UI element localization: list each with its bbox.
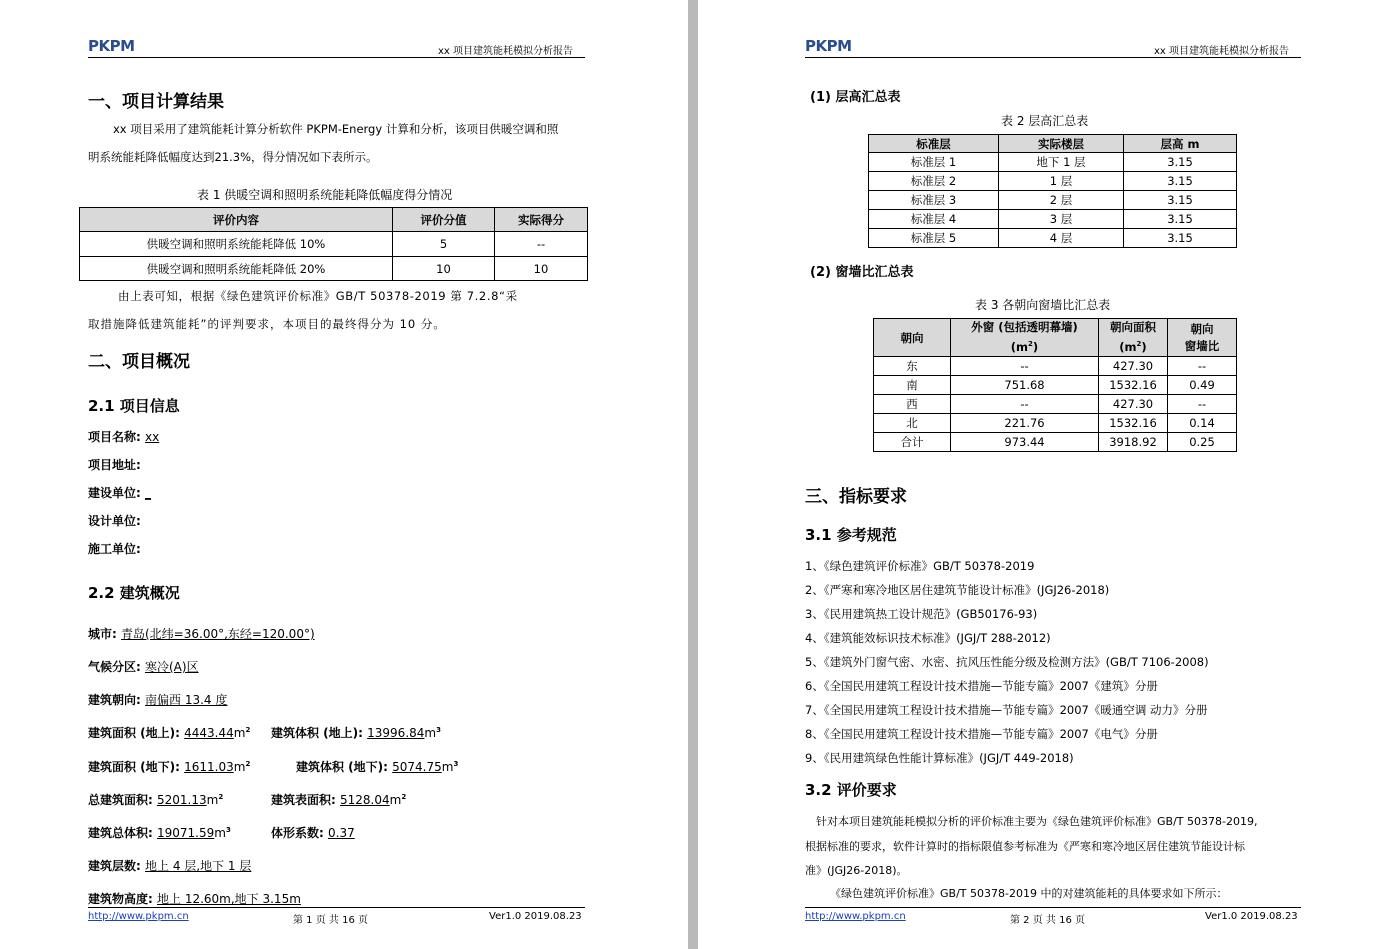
cell: 合计	[874, 433, 951, 452]
th-window	[951, 319, 1099, 357]
cell: --	[951, 357, 1099, 376]
header-rule	[805, 57, 1301, 58]
th-orientation: 朝向	[874, 319, 951, 357]
table-3-caption: 表 3 各朝向窗墙比汇总表	[975, 298, 1111, 312]
pkpm-logo: PKPM	[88, 37, 135, 55]
total-area-label: 总建筑面积:	[88, 793, 153, 807]
th-eval-score: 评价分值	[393, 208, 495, 232]
vol-below-label: 建筑体积 (地下):	[296, 760, 388, 774]
footer-url-link[interactable]: http://www.pkpm.cn	[805, 911, 906, 922]
vol-below-value: 5074.75	[392, 760, 442, 774]
unit-open: (m	[1119, 339, 1137, 354]
project-name-row	[88, 428, 159, 445]
section-1-para-line1: xx 项目采用了建筑能耗计算分析软件 PKPM-Energy 计算和分析，该项目供暖空调和照	[113, 122, 559, 136]
cell: 10	[393, 257, 495, 281]
cell: 北	[874, 414, 951, 433]
footer-rule	[88, 907, 585, 908]
project-name-value: xx	[145, 430, 160, 444]
area-above-label: 建筑面积 (地上):	[88, 726, 180, 740]
orientation-row	[88, 691, 227, 708]
eval-para-line2: 根据标准的要求，软件计算时的指标限值参考标准为《严寒和寒冷地区居住建筑节能设计标	[805, 840, 1245, 853]
cell: 3.15	[1124, 191, 1237, 210]
area-above-row	[88, 724, 250, 741]
cell: 标准层 1	[869, 153, 999, 172]
unit-sup: 2	[401, 793, 407, 801]
th-floor-height: 层高 m	[1124, 135, 1237, 153]
th-ratio-line2: 窗墙比	[1184, 338, 1220, 353]
cell: 供暖空调和照明系统能耗降低 10%	[80, 232, 393, 257]
cell: 10	[495, 257, 588, 281]
header-rule	[88, 57, 585, 58]
unit-sup: 2	[218, 793, 224, 801]
th-window-unit	[951, 336, 1098, 356]
unit-sup: 3	[225, 826, 231, 834]
total-area-row	[88, 791, 223, 808]
footer-page-number: 第 1 页 共 16 页	[293, 915, 368, 926]
section-2-title: 二、项目概况	[88, 352, 190, 372]
pkpm-logo: PKPM	[805, 37, 852, 55]
unit-sup: 2	[1136, 340, 1142, 349]
table-row	[80, 257, 588, 281]
cell: 供暖空调和照明系统能耗降低 20%	[80, 257, 393, 281]
unit-open: (m	[1010, 339, 1029, 354]
project-address-label: 项目地址:	[88, 458, 141, 472]
height-label: 建筑物高度:	[88, 892, 153, 906]
table-header-row	[869, 135, 1237, 153]
footer-url-link[interactable]: http://www.pkpm.cn	[88, 911, 189, 922]
cell: 221.76	[951, 414, 1099, 433]
th-actual-score: 实际得分	[495, 208, 588, 232]
reference-item: 4、《建筑能效标识技术标准》(JGJ/T 288-2012)	[805, 631, 1051, 645]
cell: --	[1168, 357, 1237, 376]
orientation-value: 南偏西 13.4 度	[145, 693, 228, 707]
page-1	[0, 0, 688, 949]
th-ratio-line1: 朝向	[1190, 321, 1214, 336]
constructor-label: 施工单位:	[88, 542, 141, 556]
unit-m: m	[233, 760, 246, 774]
reference-item: 1、《绿色建筑评价标准》GB/T 50378-2019	[805, 559, 1035, 573]
cell: 973.44	[951, 433, 1099, 452]
table-header-row	[874, 319, 1237, 357]
surface-label: 建筑表面积:	[271, 793, 336, 807]
cell: 标准层 5	[869, 229, 999, 248]
section-2-1-title: 2.1 项目信息	[88, 397, 180, 415]
vol-below-row	[296, 758, 458, 775]
shape-label: 体形系数:	[271, 826, 324, 840]
area-below-value: 1611.03	[184, 760, 234, 774]
unit-m: m	[206, 793, 219, 807]
builder-row	[88, 484, 151, 501]
total-vol-value: 19071.59	[157, 826, 215, 840]
window-wall-ratio-table	[873, 318, 1237, 452]
cell: 3918.92	[1099, 433, 1168, 452]
vol-above-row	[271, 724, 441, 741]
cell: 1532.16	[1099, 414, 1168, 433]
cell: 0.14	[1168, 414, 1237, 433]
unit-sup: 2	[245, 760, 251, 768]
reference-item: 8、《全国民用建筑工程设计技术措施—节能专篇》2007《电气》分册	[805, 727, 1158, 741]
total-area-value: 5201.13	[157, 793, 207, 807]
th-actual-floor: 实际楼层	[999, 135, 1124, 153]
section-1-para-line2: 明系统能耗降低幅度达到21.3%，得分情况如下表所示。	[88, 150, 378, 164]
unit-sup: 2	[1028, 340, 1033, 349]
unit-m: m	[441, 760, 454, 774]
eval-para-line4: 《绿色建筑评价标准》GB/T 50378-2019 中的对建筑能耗的具体要求如下所示：	[830, 887, 1228, 900]
table-header-row	[80, 208, 588, 232]
total-vol-label: 建筑总体积:	[88, 826, 153, 840]
reference-item: 7、《全国民用建筑工程设计技术措施—节能专篇》2007《暖通空调 动力》分册	[805, 703, 1208, 717]
section-3-1-title: 3.1 参考规范	[805, 526, 897, 544]
cell: 东	[874, 357, 951, 376]
table-row	[874, 414, 1237, 433]
area-above-value: 4443.44	[184, 726, 234, 740]
cell: 2 层	[999, 191, 1124, 210]
cell: 427.30	[1099, 357, 1168, 376]
area-below-label: 建筑面积 (地下):	[88, 760, 180, 774]
table-row	[869, 210, 1237, 229]
page-2	[698, 0, 1390, 949]
unit-sup: 3	[436, 726, 441, 734]
designer-label: 设计单位:	[88, 514, 141, 528]
table-row	[874, 395, 1237, 414]
shape-value: 0.37	[328, 826, 355, 840]
reference-item: 3、《民用建筑热工设计规范》(GB50176-93)	[805, 607, 1038, 621]
cell: 地下 1 层	[999, 153, 1124, 172]
header-title: xx 项目建筑能耗模拟分析报告	[1154, 46, 1290, 57]
table-row	[869, 153, 1237, 172]
cell: 3.15	[1124, 210, 1237, 229]
city-label: 城市:	[88, 627, 117, 641]
section-3-2-title: 3.2 评价要求	[805, 781, 897, 799]
reference-item: 5、《建筑外门窗气密、水密、抗风压性能分级及检测方法》(GB/T 7106-2008)	[805, 655, 1209, 669]
header-title: xx 项目建筑能耗模拟分析报告	[438, 46, 574, 57]
cell: 标准层 2	[869, 172, 999, 191]
table-row	[869, 191, 1237, 210]
cell: 4 层	[999, 229, 1124, 248]
unit-sup: 2	[245, 726, 251, 734]
cell: 3.15	[1124, 153, 1237, 172]
vol-above-label: 建筑体积 (地上):	[271, 726, 363, 740]
climate-row	[88, 658, 199, 675]
vol-above-value: 13996.84	[367, 726, 425, 740]
project-name-label: 项目名称:	[88, 430, 141, 444]
shape-row	[271, 824, 355, 841]
cell: 1532.16	[1099, 376, 1168, 395]
th-orient-area-unit	[1099, 336, 1167, 356]
th-orient-area	[1099, 319, 1168, 357]
reference-item: 9、《民用建筑绿色性能计算标准》(JGJ/T 449-2018)	[805, 751, 1074, 765]
conclusion-line2: 取措施降低建筑能耗”的评判要求，本项目的最终得分为 10 分。	[88, 317, 446, 331]
climate-label: 气候分区:	[88, 660, 141, 674]
subsection-floor-height-title: (1) 层高汇总表	[810, 90, 901, 105]
cell: --	[495, 232, 588, 257]
city-value: 青岛(北纬=36.00°,东经=120.00°)	[121, 627, 315, 641]
table-1-caption: 表 1 供暖空调和照明系统能耗降低幅度得分情况	[197, 188, 453, 202]
cell: 西	[874, 395, 951, 414]
table-row	[869, 172, 1237, 191]
floor-height-table	[868, 134, 1237, 248]
builder-label: 建设单位:	[88, 486, 141, 500]
table-row	[869, 229, 1237, 248]
th-window-label: 外窗 (包括透明幕墙)	[971, 320, 1078, 335]
floors-row	[88, 857, 251, 874]
cell: 3.15	[1124, 172, 1237, 191]
cell: 1 层	[999, 172, 1124, 191]
cell: 标准层 4	[869, 210, 999, 229]
cell: 0.49	[1168, 376, 1237, 395]
reference-item: 6、《全国民用建筑工程设计技术措施—节能专篇》2007《建筑》分册	[805, 679, 1158, 693]
cell: 3 层	[999, 210, 1124, 229]
table-row	[874, 376, 1237, 395]
floors-value: 地上 4 层,地下 1 层	[145, 859, 252, 873]
climate-value: 寒冷(A)区	[145, 660, 199, 674]
cell: 427.30	[1099, 395, 1168, 414]
reference-item: 2、《严寒和寒冷地区居住建筑节能设计标准》(JGJ26-2018)	[805, 583, 1110, 597]
th-ratio	[1168, 319, 1237, 357]
section-1-title: 一、项目计算结果	[88, 92, 224, 112]
total-vol-row	[88, 824, 231, 841]
cell: 3.15	[1124, 229, 1237, 248]
unit-sup: 3	[453, 760, 459, 768]
builder-value: _	[145, 486, 151, 500]
table-row	[874, 357, 1237, 376]
footer-version: Ver1.0 2019.08.23	[1205, 911, 1298, 922]
table-row	[874, 433, 1237, 452]
cell: --	[951, 395, 1099, 414]
floors-label: 建筑层数:	[88, 859, 141, 873]
unit-close: )	[1141, 339, 1147, 354]
footer-rule	[805, 907, 1301, 908]
section-3-title: 三、指标要求	[805, 487, 907, 507]
conclusion-line1: 由上表可知，根据《绿色建筑评价标准》GB/T 50378-2019 第 7.2.8“采	[118, 289, 518, 303]
cell: 751.68	[951, 376, 1099, 395]
cell: 0.25	[1168, 433, 1237, 452]
footer-page-number: 第 2 页 共 16 页	[1010, 915, 1085, 926]
cell: 5	[393, 232, 495, 257]
eval-para-line1: 针对本项目建筑能耗模拟分析的评价标准主要为《绿色建筑评价标准》GB/T 50378-2019,	[816, 815, 1258, 828]
surface-row	[271, 791, 406, 808]
subsection-window-wall-title: (2) 窗墙比汇总表	[810, 265, 914, 280]
th-orient-area-label: 朝向面积	[1110, 320, 1156, 335]
unit-m: m	[424, 726, 437, 740]
height-row	[88, 890, 301, 907]
cell: 标准层 3	[869, 191, 999, 210]
city-row	[88, 625, 315, 642]
page-divider	[688, 0, 698, 949]
section-2-2-title: 2.2 建筑概况	[88, 584, 180, 602]
table-2-caption: 表 2 层高汇总表	[1001, 114, 1089, 128]
cell: --	[1168, 395, 1237, 414]
th-eval-content: 评价内容	[80, 208, 393, 232]
cell: 南	[874, 376, 951, 395]
unit-m: m	[233, 726, 246, 740]
footer-version: Ver1.0 2019.08.23	[489, 911, 582, 922]
orientation-label: 建筑朝向:	[88, 693, 141, 707]
unit-m: m	[214, 826, 226, 840]
area-below-row	[88, 758, 250, 775]
unit-m: m	[389, 793, 402, 807]
eval-para-line3: 准》(JGJ26-2018)。	[805, 864, 908, 877]
unit-close: )	[1032, 339, 1039, 354]
th-std-floor: 标准层	[869, 135, 999, 153]
table-row	[80, 232, 588, 257]
height-value: 地上 12.60m,地下 3.15m	[157, 892, 301, 906]
score-table	[79, 207, 588, 281]
surface-value: 5128.04	[340, 793, 390, 807]
